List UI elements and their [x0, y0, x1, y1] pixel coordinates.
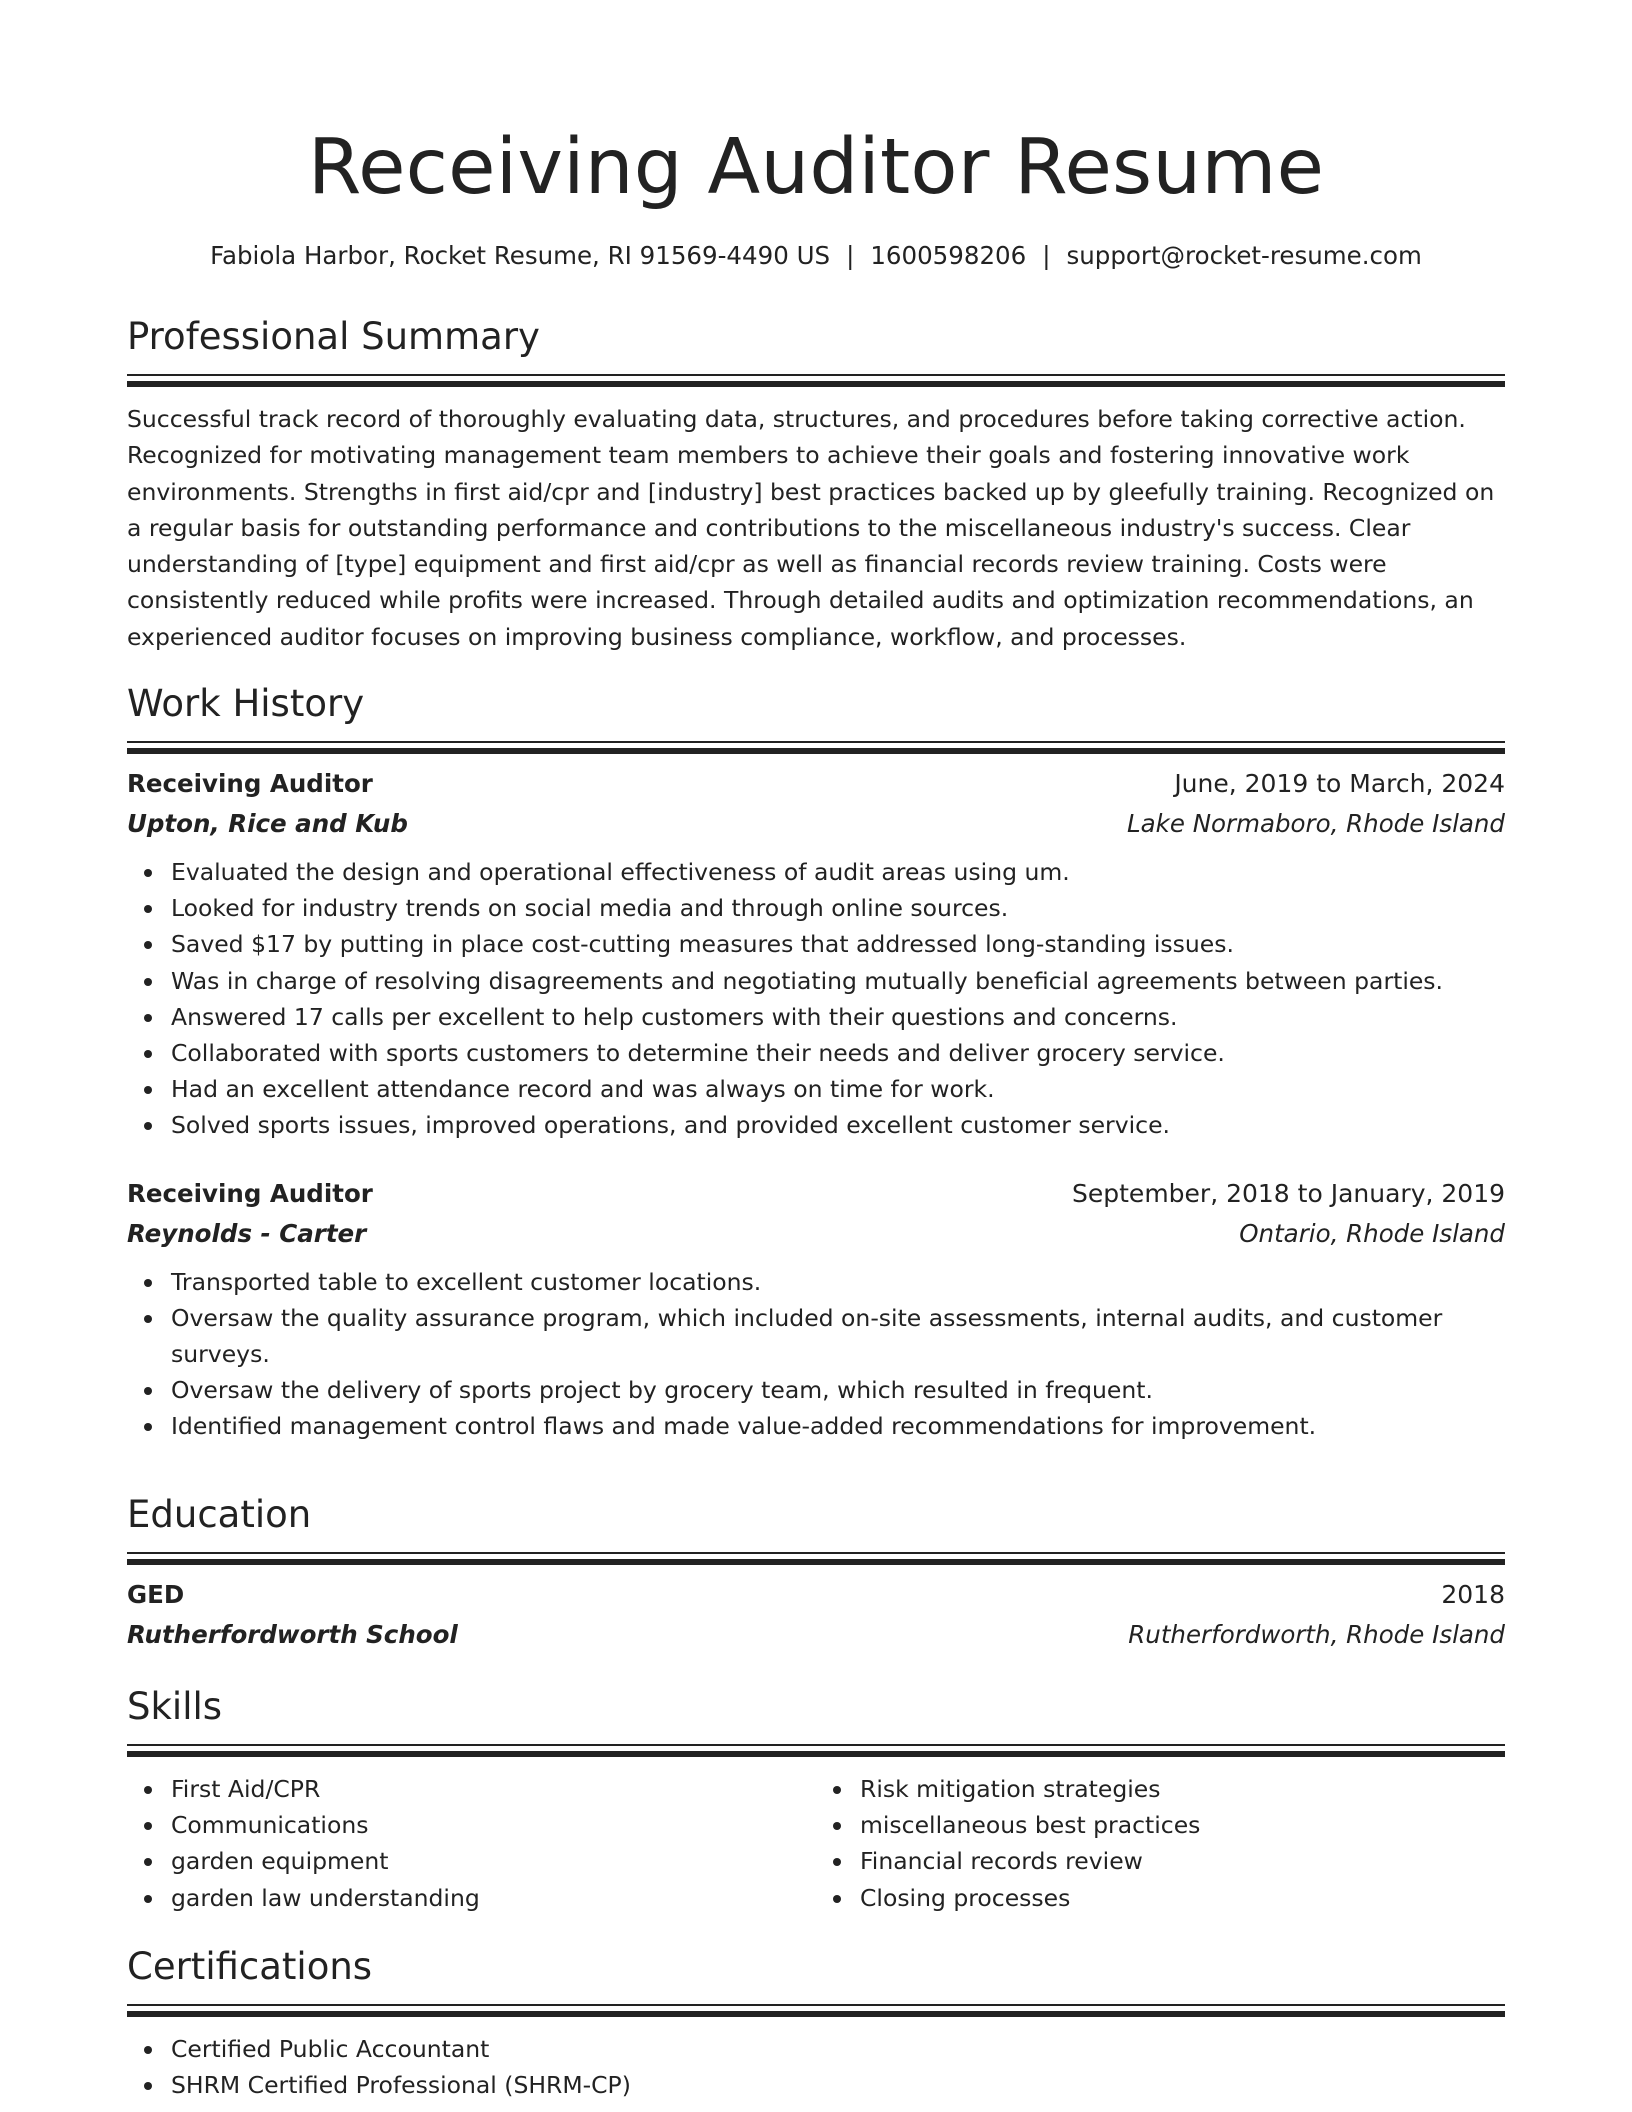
certifications-section — [127, 1943, 1505, 2103]
section-heading-work-history: Work History — [127, 682, 365, 725]
education-degree: GED — [127, 1580, 185, 1609]
skill-item: Financial records review — [860, 1843, 1505, 1879]
list-item: Looked for industry trends on social media and through online sources. — [171, 890, 1505, 926]
education-school-row — [127, 1615, 1505, 1655]
contact-separator: | — [846, 241, 855, 270]
section-heading-skills: Skills — [127, 1685, 223, 1728]
education-school: Rutherfordworth School — [127, 1620, 458, 1649]
list-item: Evaluated the design and operational effectiveness of audit areas using um. — [171, 854, 1505, 890]
education-section — [127, 1491, 1505, 1655]
section-divider — [127, 1552, 1505, 1565]
skill-item: miscellaneous best practices — [860, 1807, 1505, 1843]
skill-item: First Aid/CPR — [171, 1771, 816, 1807]
list-item: Oversaw the delivery of sports project by grocery team, which resulted in frequent. — [171, 1372, 1505, 1408]
job-company: Upton, Rice and Kub — [127, 809, 408, 838]
job-entry — [127, 764, 1505, 1144]
list-item: Oversaw the quality assurance program, which included on-site assessments, internal audits, and customer surveys. — [171, 1300, 1505, 1372]
section-heading-summary: Professional Summary — [127, 315, 540, 358]
list-item: Saved $17 by putting in place cost-cutting measures that addressed long-standing issues. — [171, 926, 1505, 962]
skill-item: garden law understanding — [171, 1880, 816, 1916]
job-title: Receiving Auditor — [127, 1178, 373, 1208]
job-bullets — [127, 1264, 1505, 1445]
section-divider — [127, 741, 1505, 754]
work-history-section — [127, 680, 1505, 1445]
education-entry — [127, 1575, 1505, 1655]
section-divider — [127, 1744, 1505, 1757]
skills-list-right — [816, 1771, 1505, 1916]
list-item: Identified management control flaws and made value-added recommendations for improvement. — [171, 1408, 1505, 1444]
job-entry — [127, 1174, 1505, 1445]
contact-separator: | — [1042, 241, 1051, 270]
resume-title: Receiving Auditor Resume — [307, 123, 1325, 212]
certification-item: SHRM Certified Professional (SHRM-CP) — [171, 2067, 1505, 2103]
skill-item: Closing processes — [860, 1880, 1505, 1916]
job-dates: June, 2019 to March, 2024 — [1174, 769, 1505, 798]
list-item: Transported table to excellent customer locations. — [171, 1264, 1505, 1300]
list-item: Collaborated with sports customers to determine their needs and deliver grocery service. — [171, 1035, 1505, 1071]
skill-item: Communications — [171, 1807, 816, 1843]
education-header-row — [127, 1575, 1505, 1615]
job-company-row — [127, 1214, 1505, 1254]
contact-email[interactable]: support@rocket-resume.com — [1066, 241, 1422, 270]
contact-line — [127, 238, 1505, 274]
job-location: Lake Normaboro, Rhode Island — [1126, 809, 1505, 838]
list-item: Had an excellent attendance record and was always on time for work. — [171, 1071, 1505, 1107]
skills-section — [127, 1683, 1505, 1916]
summary-text: Successful track record of thoroughly evaluating data, structures, and procedures before taking corrective action. Recognized for motivating management team members to achieve their goals and fostering innovative work environments. Strengths in first aid/cpr and [industry] best practices backed up by gleefully training. Recognized on a regular basis for outstanding performance and contributions to the miscellaneous industry's success. Clear understanding of [type] equipment and first aid/cpr as well as financial records review training. Costs were consistently reduced while profits were increased. Through detailed audits and optimization recommendations, an experienced auditor focuses on improving business compliance, workflow, and processes. — [127, 405, 1495, 651]
job-header-row — [127, 764, 1505, 804]
section-divider — [127, 374, 1505, 387]
list-item: Answered 17 calls per excellent to help customers with their questions and concerns. — [171, 999, 1505, 1035]
list-item: Was in charge of resolving disagreements and negotiating mutually beneficial agreements between parties. — [171, 963, 1505, 999]
skill-item: garden equipment — [171, 1843, 816, 1879]
job-bullets — [127, 854, 1505, 1144]
education-location: Rutherfordworth, Rhode Island — [1128, 1620, 1505, 1649]
certification-item: Certified Public Accountant — [171, 2031, 1505, 2067]
skill-item: Risk mitigation strategies — [860, 1771, 1505, 1807]
skills-list-left — [127, 1771, 816, 1916]
contact-phone[interactable]: 1600598206 — [870, 241, 1027, 270]
job-company: Reynolds - Carter — [127, 1218, 367, 1248]
certifications-list — [127, 2031, 1505, 2103]
summary-section — [127, 313, 1505, 655]
list-item: Solved sports issues, improved operations, and provided excellent customer service. — [171, 1107, 1505, 1143]
job-dates: September, 2018 to January, 2019 — [1072, 1178, 1505, 1208]
job-location: Ontario, Rhode Island — [1239, 1218, 1505, 1248]
contact-address: Fabiola Harbor, Rocket Resume, RI 91569-4490 US — [210, 241, 831, 270]
section-divider — [127, 2004, 1505, 2017]
section-heading-education: Education — [127, 1493, 312, 1536]
job-title: Receiving Auditor — [127, 769, 373, 798]
section-heading-certifications: Certifications — [127, 1945, 373, 1988]
job-header-row — [127, 1174, 1505, 1214]
job-company-row — [127, 804, 1505, 844]
skills-grid — [127, 1757, 1505, 1916]
education-year: 2018 — [1441, 1580, 1505, 1609]
